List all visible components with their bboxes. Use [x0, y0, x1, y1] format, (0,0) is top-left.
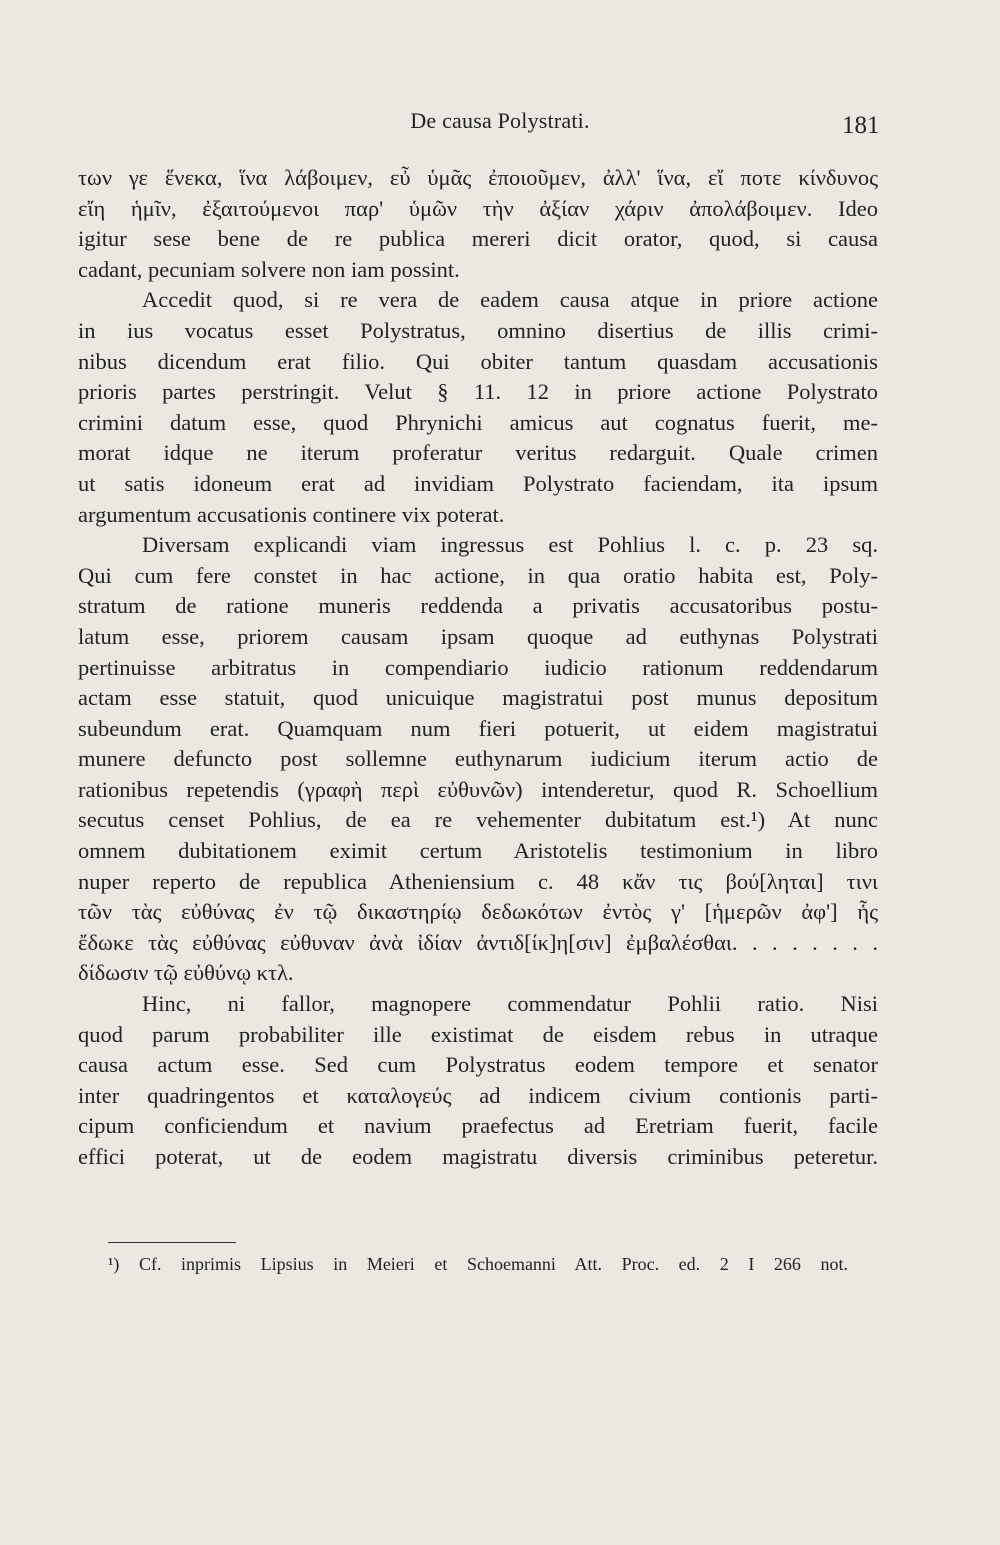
- text-line: των γε ἕνεκα, ἵνα λάβοιμεν, εὖ ὑμᾶς ἐποιοῦμεν, ἀλλ' ἵνα, εἴ ποτε κίνδυνος: [78, 165, 878, 190]
- text-line: causa actum esse. Sed cum Polystratus eodem tempore et senator: [78, 1052, 878, 1078]
- text-line: Diversam explicandi viam ingressus est Pohlius l. c. p. 23 sq.: [142, 532, 878, 558]
- text-line: nibus dicendum erat filio. Qui obiter tantum quasdam accusationis: [78, 348, 878, 374]
- text-line: pertinuisse arbitratus in compendiario iudicio rationum reddendarum: [78, 654, 878, 680]
- text-line: omnem dubitationem eximit certum Aristotelis testimonium in libro: [78, 838, 878, 864]
- running-header: De causa Polystrati.: [410, 108, 590, 133]
- text-line: Hinc, ni fallor, magnopere commendatur Pohlii ratio. Nisi: [142, 991, 878, 1017]
- page-number: 181: [842, 112, 880, 139]
- text-line: munere defuncto post sollemne euthynarum iudicium iterum actio de: [78, 746, 878, 772]
- text-line: ut satis idoneum erat ad invidiam Polystrato faciendam, ita ipsum: [78, 470, 878, 496]
- text-line: τῶν τὰς εὐθύνας ἐν τῷ δικαστηρίῳ δεδωκότων ἐντὸς γ' [ἡμερῶν ἀφ'] ἧς: [78, 899, 878, 925]
- text-line: stratum de ratione muneris reddenda a privatis accusatoribus postu-: [78, 593, 878, 619]
- body-text: [78, 163, 878, 1173]
- text-line: nuper reperto de republica Atheniensium c. 48 κἄν τις βού[ληται] τινι: [78, 868, 878, 894]
- text-line: cipum conficiendum et navium praefectus ad Eretriam fuerit, facile: [78, 1113, 878, 1139]
- text-line: cadant, pecuniam solvere non iam possint.: [78, 256, 460, 282]
- text-line: rationibus repetendis (γραφὴ περὶ εὐθυνῶν) intenderetur, quod R. Schoellium: [78, 776, 878, 802]
- text-line: morat idque ne iterum proferatur veritus redarguit. Quale crimen: [78, 440, 878, 466]
- text-line: Qui cum fere constet in hac actione, in qua oratio habita est, Poly-: [78, 562, 878, 588]
- text-line: crimini datum esse, quod Phrynichi amicus aut cognatus fuerit, me-: [78, 409, 878, 435]
- text-line: εἴη ἡμῖν, ἐξαιτούμενοι παρ' ὑμῶν τὴν ἀξίαν χάριν ἀπολάβοιμεν. Ideo: [78, 195, 878, 221]
- text-line: inter quadringentos et καταλογεύς ad indicem civium contionis parti-: [78, 1082, 878, 1108]
- text-line: igitur sese bene de re publica mereri dicit orator, quod, si causa: [78, 226, 878, 252]
- footnote-divider: [108, 1242, 236, 1243]
- text-line: Accedit quod, si re vera de eadem causa atque in priore actione: [142, 287, 878, 313]
- text-line: actam esse statuit, quod unicuique magistratui post munus depositum: [78, 685, 878, 711]
- text-line: subeundum erat. Quamquam num fieri potuerit, ut eidem magistratui: [78, 715, 878, 741]
- text-line: prioris partes perstringit. Velut § 11. 12 in priore actione Polystrato: [78, 379, 878, 405]
- footnote: ¹) Cf. inprimis Lipsius in Meieri et Schoemanni Att. Proc. ed. 2 I 266 not.: [108, 1254, 848, 1274]
- text-line: ἔδωκε τὰς εὐθύνας εὐθυναν ἀνὰ ἰδίαν ἀντιδ[ίκ]η[σιν] ἐμβαλέσθαι. . . . . . . .: [78, 929, 878, 955]
- text-line: in ius vocatus esset Polystratus, omnino disertius de illis crimi-: [78, 317, 878, 343]
- text-line: effici poterat, ut de eodem magistratu diversis criminibus peteretur.: [78, 1144, 878, 1169]
- text-line: δίδωσιν τῷ εὐθύνῳ κτλ.: [78, 960, 294, 986]
- text-line: secutus censet Pohlius, de ea re vehementer dubitatum est.¹) At nunc: [78, 807, 878, 833]
- text-line: argumentum accusationis continere vix poterat.: [78, 501, 505, 527]
- text-line: latum esse, priorem causam ipsam quoque ad euthynas Polystrati: [78, 623, 878, 649]
- text-line: quod parum probabiliter ille existimat de eisdem rebus in utraque: [78, 1021, 878, 1047]
